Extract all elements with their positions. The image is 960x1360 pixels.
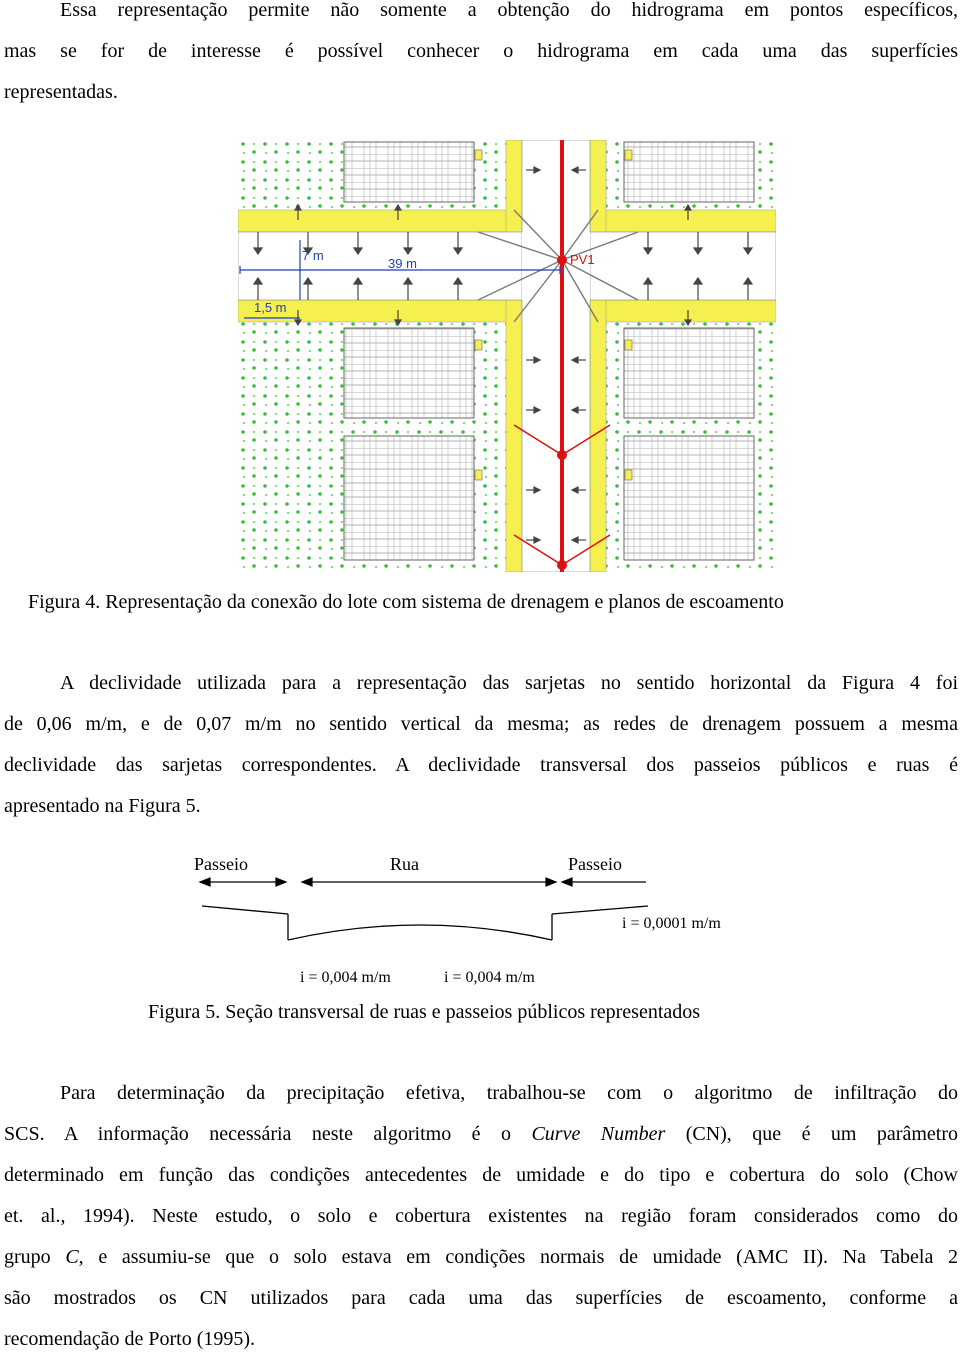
figure-4-drainage-plan xyxy=(238,140,776,572)
figure-4-caption: Figura 4. Representação da conexão do lote com sistema de drenagem e planos de escoamento xyxy=(28,591,784,613)
intro-line-1: Essa representação permite não somente a obtenção do hidrograma em pontos específicos, xyxy=(60,0,958,21)
paragraph-2-line-2: de 0,06 m/m, e de 0,07 m/m no sentido vertical da mesma; as redes de drenagem possuem a mesma xyxy=(4,713,958,735)
dim-label-7m: 7 m xyxy=(302,248,324,263)
paragraph-2-line-4: apresentado na Figura 5. xyxy=(4,795,201,817)
paragraph-2 xyxy=(4,663,958,827)
dim-label-1-5m: 1,5 m xyxy=(254,300,287,315)
slope-rua-right: i = 0,004 m/m xyxy=(444,969,535,986)
paragraph-3-line-3: determinado em função das condições antecedentes de umidade e do tipo e cobertura do solo (Chow xyxy=(4,1164,958,1186)
figure-5-caption: Figura 5. Seção transversal de ruas e passeios públicos representados xyxy=(148,1001,701,1023)
label-rua: Rua xyxy=(390,854,419,874)
dim-label-39m: 39 m xyxy=(388,256,417,271)
line-2-text-b: (CN), que é um parâmetro xyxy=(665,1123,958,1145)
paragraph-2-line-3: declividade das sarjetas correspondentes. A declividade transversal dos passeios públicos e ruas é xyxy=(4,754,958,776)
intro-line-3: representadas. xyxy=(4,81,118,103)
paragraph-3-line-4: et. al., 1994). Neste estudo, o solo e cobertura existentes na região foram considerados como do xyxy=(4,1205,958,1227)
pv1-label: PV1 xyxy=(570,252,595,267)
label-passeio-left: Passeio xyxy=(194,854,248,874)
paragraph-3-line-5 xyxy=(4,1237,958,1278)
curve-number-term: Curve Number xyxy=(531,1123,666,1145)
paragraph-3-line-7: recomendação de Porto (1995). xyxy=(4,1328,256,1350)
line-2-text-a: SCS. A informação necessária neste algoritmo é o xyxy=(4,1123,532,1145)
intro-line-2: mas se for de interesse é possível conhecer o hidrograma em cada uma das superfícies xyxy=(4,40,958,62)
intro-paragraph xyxy=(4,0,958,113)
line-5-text-a: grupo xyxy=(4,1246,66,1268)
paragraph-2-line-1: A declividade utilizada para a representação das sarjetas no sentido horizontal da Figura 4 foi xyxy=(60,672,958,694)
slope-passeio: i = 0,0001 m/m xyxy=(622,915,721,932)
paragraph-3-line-1: Para determinação da precipitação efetiva, trabalhou-se com o algoritmo de infiltração do xyxy=(60,1082,958,1104)
paragraph-3-line-6: são mostrados os CN utilizados para cada uma das superfícies de escoamento, conforme a xyxy=(4,1287,958,1309)
paragraph-3 xyxy=(4,1073,958,1360)
label-passeio-right: Passeio xyxy=(568,854,622,874)
line-5-text-b: , e assumiu-se que o solo estava em condições normais de umidade (AMC II). Na Tabela 2 xyxy=(78,1246,958,1268)
paragraph-3-line-2 xyxy=(4,1114,958,1155)
slope-rua-left: i = 0,004 m/m xyxy=(300,969,391,986)
figure-5-cross-section xyxy=(180,850,780,990)
soil-group-term: C xyxy=(65,1246,79,1268)
